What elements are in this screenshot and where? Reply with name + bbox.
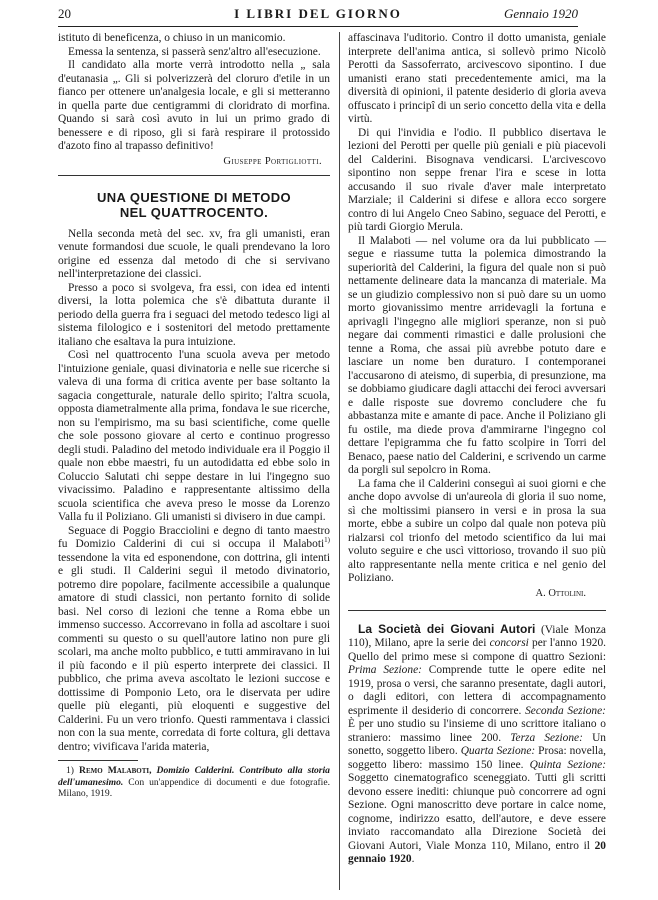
article2-paragraph: Il Malaboti — nel volume ora da lui pubblicato — segue e riassume tutta la polemica dimostrando la superiorità del Calderini, la figura del quale non si può nettamente delineare data la mancanza di materiale. Ma se un giudizio complessivo non si può dare su un uomo morto giovanissimo mentre arridevagli la fortuna e aprivagli l'ingegno alle migliori speranze, non si può negare dai commenti rimastici e dalle prolusioni che tenne a Roma, che assai più avrebbe potuto dare e lasciare un nome ben duraturo. I contemporanei l'accusarono di ateismo, di superbia, di presunzione, ma se dobbiamo giudicare dagli attacchi dei feroci avversari e dalle risposte sue dovremo concludere che fu abbastanza mite e amante di pace. Anche il Poliziano gli fu ostile, ma diede prova d'ammirarne l'ingegno col dettare l'epigramma che fu fatto scolpire in Torri del Benaco, paese natio del Calderini, e scrivendo un carme da porgli sul sepolcro in Roma. <box>348 234 606 476</box>
section-label: Quinta Sezione: <box>529 758 606 771</box>
article1-paragraph: Emessa la sentenza, si passerà senz'altro all'esecuzione. <box>68 45 321 58</box>
article2-paragraph: Nella seconda metà del sec. xv, fra gli umanisti, eran venute formandosi due scuole, le quali prendevano la loro origine ed essenza dal metodo di che si servivano nell'interpretazione dei classici. <box>58 227 330 280</box>
left-column <box>58 32 330 800</box>
paragraph-text: . <box>411 853 415 865</box>
footnote-rule <box>58 760 138 761</box>
article2-title <box>58 186 330 220</box>
article2-paragraph: La fama che il Calderini conseguì ai suoi giorni e che anche dopo avvolse di un'aureola di gloria il suo nome, sì che moltissimi pianserо in versi e in prosa la sua morte, ebbe a subire un colpo dal quale non poteva più rialzarsi col trionfo del metodo scientifico da lui mai voluto seguire e che uscì vittorioso, trovando il suo più alto rappresentante nella mente critica e nel genio del Poliziano. <box>348 477 606 584</box>
article2-paragraph: Di qui l'invidia e l'odio. Il pubblico disertava le lezioni del Perotti per quelle più geniali e più piacevoli del Calderini. Bisognava vendicarsi. L'arcivescovo sipontino non seppe frenar l'ira e scese in lotta accusando il suo rivale d'aver male interpretato Marziale; il Calderini si difese e allora ecco sorgere contro di lui Angelo Cneo Sabino, seguace del Perotti, e più tardi Giorgio Merula. <box>348 126 606 233</box>
deadline-date: 20 gennaio 1920 <box>348 839 606 865</box>
section-label: Prima Sezione: <box>348 664 422 676</box>
footnote-author: Remo Malaboti, <box>79 765 152 776</box>
section-label: Terza Sezione: <box>510 731 583 744</box>
right-column <box>348 32 606 867</box>
article-separator <box>58 175 330 176</box>
article3-title: La Società dei Giovani Autori <box>358 621 536 636</box>
section-label: Quarta Sezione: <box>460 745 536 757</box>
publication-title: I LIBRI DEL GIORNO <box>234 6 402 21</box>
section-label: Seconda Sezione: <box>525 704 606 717</box>
page-header <box>58 4 578 27</box>
article1-paragraph: Il candidato alla morte verrà introdotto nella „ sala d'eutanasia „. Gli si polverizzerà del cloruro d'etile in un fianco per ottenere un'analgesia locale, e gli si metteranno in quella parte due centigrammi di cloridrato di morfina. Quando si sarà così avuto in lui un primo grado di benessere e di riposo, gli si farà respirare il protossido d'azoto fino al trapasso definitivo! <box>58 59 330 152</box>
article2-paragraph: affascinava l'uditorio. Contro il dotto umanista, geniale interprete dell'anima antica, si sollevò primo Nicolò Perotti da Sassoferrato, arcivescovo sipontino. I due umanisti erano stati precedentemente amici, ma la diversità di opinioni, il patente desiderio di gloria aveva offuscato i principî di un serio concetto della vita e della virtù. <box>348 32 606 125</box>
paragraph-text: Soggetto cinematografico sceneggiato. Tutti gli scritti devono essere inediti: chiunque può concorrere ad ogni Sezione. Ogni manoscritto deve portare in calce nome, cognome, indirizzo esatto, dell'autore, e deve essere inviato raccomandato alla Direzione Società dei Giovani Autori, Viale Monza 110, Milano, entro il <box>348 772 606 852</box>
paragraph-text: tessendone la vita ed esponendone, con dottrina, gli intenti e gli studi. Il Calderini seguì il metodo divinatorio, potremo dire popolare, facilmente accessibile a qualunque amatore di studi classici, non pertanto fornito di solide basi. Nel corso di lezioni che tenne a Roma ebbe un immenso successo. Accorrevano in folla ad ascoltare i suoi commenti su questo o su quell'autore latino non pure gli scolari, ma anche molto pubblico, e tutti ammiravano in lui il più facondo e il più esperto interprete dei classici. Il pubblico, che prima aveva ascoltato le lezioni succose e dottissime di Pomponio Leto, ora le diservata per udire quelle più eleganti, più eloquenti e suggestive del Calderini. Fu un vero trionfo. Questi rammentava i classici non con la sua mente, corredata di forte coltura, gli dettava dentro; vivificava l'arida materia, <box>58 551 330 753</box>
paragraph-text: Milano, apre la serie dei <box>371 637 490 649</box>
page-number: 20 <box>58 6 71 21</box>
article2-signature: A. Ottolini. <box>535 587 586 599</box>
paragraph-text: Seguace di Poggio Bracciolini e degno di tanto maestro fu Domizio Calderini di cui si occupa il Malaboti <box>58 524 330 550</box>
concorsi-word: concorsi <box>489 637 529 649</box>
article2-paragraph: Presso a poco si svolgeva, fra essi, con idea ed intenti diversi, la lotta polemica che s'è dibattuta durante il periodo della guerra fra i seguaci del metodo tedesco ligi al sistema filologico e i sostenitori del metodo prettamente italiano che esaltava la pura intuizione. <box>58 281 330 348</box>
article2-paragraph: Così nel quattrocento l'una scuola aveva per metodo l'intuizione geniale, quasi divinatoria e nelle sue ricerche si valeva di una forma di critica avente per base soltanto la sagacia congetturale, naturale dello spirito; l'altra scuola, opposta diametralmente alla prima, fondava le sue ricerche, non su l'empirismo, ma su basi scientifiche, come quelle che sole possono giovare al certo e continuo progresso degli studi. Paladino del metodo individuale era il Poggio il quale non ebbe maestri, fu un autodidatta ed ebbe solo in Coluccio Salutati chi seppe destare in lui l'ingegno suo vivacissimo. Paladino e rappresentante altissimo della scuola scientifica che aveva preso le mosse da Lorenzo Valla fu il Poliziano. Gli umanisti si divisero in due campi. <box>58 349 330 523</box>
article1-signature: Giuseppe Portigliotti. <box>223 155 322 167</box>
article3-paragraph <box>348 623 606 867</box>
paragraph-text: Comprende tutte le opere edite nel 1919, prosa o versi, che saranno presentate, dagli autori, o dagli editori, con lettera di accompagnamento esprimente il desiderio di concorrere. <box>348 664 606 717</box>
footnote-work-title: Domizio Calderini. Contributo alla storia dell'umanesimo. <box>58 765 330 788</box>
article3-address: (Viale Monza 110), <box>348 623 606 649</box>
footnote-rest: Con un'appendice di documenti e due fotografie. Milano, 1919. <box>58 776 330 799</box>
article1-paragraph: istituto di beneficenza, o chiuso in un manicomio. <box>58 32 286 44</box>
paragraph-text: Un sonetto, soggetto libero. <box>348 731 606 757</box>
column-divider <box>339 32 340 890</box>
paragraph-text: È per uno studio su l'insieme di uno scrittore italiano o straniero: massimo linee 200. <box>348 718 606 744</box>
paragraph-text: per l'anno 1920. Quello del primo mese si compone di quattro Sezioni: <box>348 637 607 663</box>
footnote <box>58 765 330 800</box>
footnote-ref: 1) <box>324 536 330 545</box>
issue-date: Gennaio 1920 <box>503 6 578 21</box>
article2-title-line2: NEL QUATTROCENTO. <box>119 204 269 220</box>
article2-title-line1: UNA QUESTIONE DI METODO <box>96 189 292 205</box>
article2-paragraph <box>58 525 330 755</box>
article-separator <box>348 610 606 611</box>
footnote-marker: 1) <box>66 765 74 776</box>
paragraph-text: Prosa: novella, soggetto libero: massimo 150 linee. <box>348 745 606 771</box>
